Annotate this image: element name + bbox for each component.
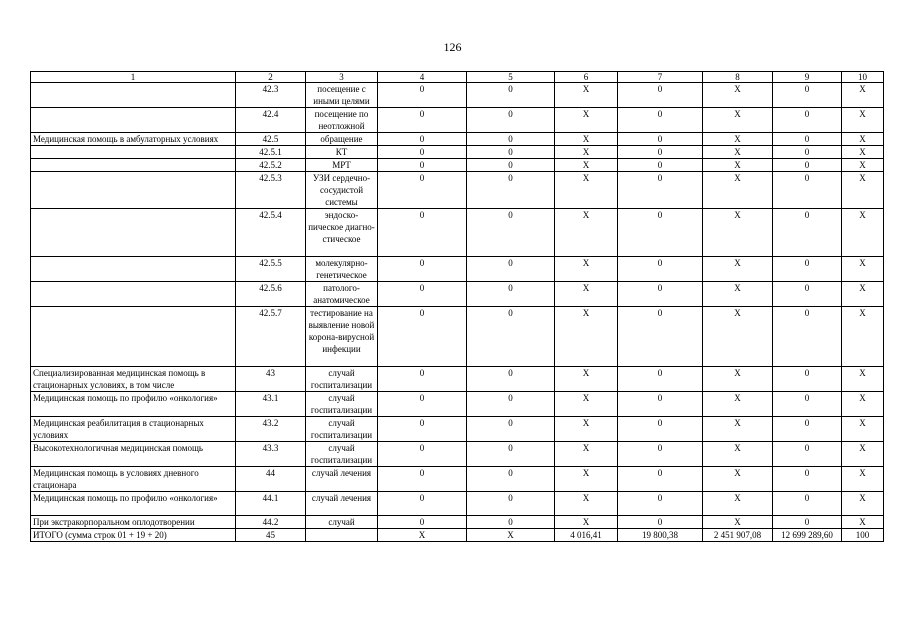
row-name-cell	[31, 282, 236, 307]
col9-cell: 0	[773, 257, 842, 282]
row-unit-cell: КТ	[306, 146, 378, 159]
col4-cell: 0	[378, 516, 467, 529]
col5-cell: 0	[467, 417, 555, 442]
table-row	[31, 257, 884, 282]
col9-cell: 12 699 289,60	[773, 529, 842, 542]
col6-cell: Х	[555, 282, 618, 307]
col5-cell: 0	[467, 392, 555, 417]
row-code-cell: 42.5.2	[236, 159, 306, 172]
header-row	[31, 72, 884, 83]
col10-cell: Х	[842, 492, 884, 516]
row-unit-cell: тестирование на выявление новой корона-вирусной инфекции	[306, 307, 378, 367]
row-code-cell: 42.5.4	[236, 209, 306, 257]
header-cell: 4	[378, 72, 467, 83]
row-code-cell: 42.5.6	[236, 282, 306, 307]
col7-cell: 0	[618, 257, 703, 282]
table-row	[31, 133, 884, 146]
row-name-cell	[31, 159, 236, 172]
col4-cell: 0	[378, 367, 467, 392]
col10-cell: Х	[842, 146, 884, 159]
col5-cell: 0	[467, 209, 555, 257]
header-cell: 7	[618, 72, 703, 83]
col4-cell: 0	[378, 417, 467, 442]
col4-cell: 0	[378, 108, 467, 133]
row-name-cell	[31, 172, 236, 209]
col6-cell: Х	[555, 108, 618, 133]
col6-cell: Х	[555, 367, 618, 392]
row-unit-cell: посещение по неотложной	[306, 108, 378, 133]
col5-cell: 0	[467, 282, 555, 307]
row-code-cell: 42.3	[236, 83, 306, 108]
col6-cell: Х	[555, 516, 618, 529]
col8-cell: Х	[703, 257, 773, 282]
row-code-cell: 43.3	[236, 442, 306, 467]
table-row	[31, 146, 884, 159]
col4-cell: 0	[378, 492, 467, 516]
col8-cell: Х	[703, 133, 773, 146]
header-cell: 9	[773, 72, 842, 83]
table-row	[31, 108, 884, 133]
table-row	[31, 516, 884, 529]
table-row	[31, 442, 884, 467]
row-unit-cell: случай лечения	[306, 492, 378, 516]
row-name-cell	[31, 209, 236, 257]
col10-cell: Х	[842, 172, 884, 209]
col4-cell: 0	[378, 172, 467, 209]
row-unit-cell: случай	[306, 516, 378, 529]
col7-cell: 0	[618, 417, 703, 442]
table-row	[31, 467, 884, 492]
row-unit-cell: молекулярно-генетическое	[306, 257, 378, 282]
col4-cell: 0	[378, 83, 467, 108]
col7-cell: 0	[618, 133, 703, 146]
col10-cell: Х	[842, 282, 884, 307]
col7-cell: 0	[618, 159, 703, 172]
col9-cell: 0	[773, 516, 842, 529]
col4-cell: 0	[378, 307, 467, 367]
row-name-cell	[31, 108, 236, 133]
col6-cell: Х	[555, 159, 618, 172]
row-code-cell: 43.2	[236, 417, 306, 442]
row-unit-cell: патолого-анатомическое	[306, 282, 378, 307]
table-row	[31, 492, 884, 516]
col5-cell: 0	[467, 307, 555, 367]
col5-cell: 0	[467, 133, 555, 146]
row-name-cell: Медицинская реабилитация в стационарных условиях	[31, 417, 236, 442]
row-name-cell: При экстракорпоральном оплодотворении	[31, 516, 236, 529]
col5-cell: 0	[467, 172, 555, 209]
col5-cell: 0	[467, 442, 555, 467]
col10-cell: Х	[842, 417, 884, 442]
row-unit-cell: случай госпитализации	[306, 417, 378, 442]
col8-cell: Х	[703, 367, 773, 392]
col9-cell: 0	[773, 467, 842, 492]
col10-cell: Х	[842, 209, 884, 257]
col10-cell: Х	[842, 257, 884, 282]
col7-cell: 0	[618, 209, 703, 257]
col4-cell: 0	[378, 467, 467, 492]
col7-cell: 0	[618, 492, 703, 516]
col4-cell: 0	[378, 146, 467, 159]
col8-cell: Х	[703, 146, 773, 159]
col5-cell: 0	[467, 467, 555, 492]
table-row	[31, 172, 884, 209]
col9-cell: 0	[773, 442, 842, 467]
col5-cell: 0	[467, 83, 555, 108]
col8-cell: Х	[703, 442, 773, 467]
row-code-cell: 44	[236, 467, 306, 492]
row-unit-cell: обращение	[306, 133, 378, 146]
col4-cell: Х	[378, 529, 467, 542]
table-row	[31, 417, 884, 442]
col5-cell: 0	[467, 108, 555, 133]
col5-cell: 0	[467, 492, 555, 516]
row-code-cell: 44.1	[236, 492, 306, 516]
row-name-cell	[31, 257, 236, 282]
row-name-cell	[31, 146, 236, 159]
col6-cell: Х	[555, 467, 618, 492]
col10-cell: Х	[842, 516, 884, 529]
col9-cell: 0	[773, 172, 842, 209]
col7-cell: 0	[618, 83, 703, 108]
col10-cell: Х	[842, 307, 884, 367]
col9-cell: 0	[773, 367, 842, 392]
row-code-cell: 43	[236, 367, 306, 392]
col5-cell: 0	[467, 516, 555, 529]
row-unit-cell: случай госпитализации	[306, 442, 378, 467]
col4-cell: 0	[378, 392, 467, 417]
table-row	[31, 392, 884, 417]
col8-cell: Х	[703, 392, 773, 417]
col4-cell: 0	[378, 442, 467, 467]
row-unit-cell: случай госпитализации	[306, 367, 378, 392]
col9-cell: 0	[773, 108, 842, 133]
data-table	[30, 71, 884, 542]
row-name-cell: ИТОГО (сумма строк 01 + 19 + 20)	[31, 529, 236, 542]
col10-cell: Х	[842, 442, 884, 467]
col6-cell: Х	[555, 172, 618, 209]
col6-cell: Х	[555, 442, 618, 467]
col10-cell: Х	[842, 367, 884, 392]
row-name-cell: Медицинская помощь в амбулаторных условиях	[31, 133, 236, 146]
col9-cell: 0	[773, 159, 842, 172]
col7-cell: 0	[618, 282, 703, 307]
col4-cell: 0	[378, 282, 467, 307]
col5-cell: 0	[467, 146, 555, 159]
row-unit-cell: случай лечения	[306, 467, 378, 492]
col6-cell: Х	[555, 417, 618, 442]
header-cell: 1	[31, 72, 236, 83]
col6-cell: Х	[555, 146, 618, 159]
col7-cell: 0	[618, 467, 703, 492]
row-code-cell: 42.4	[236, 108, 306, 133]
col8-cell: 2 451 907,08	[703, 529, 773, 542]
col9-cell: 0	[773, 492, 842, 516]
col8-cell: Х	[703, 83, 773, 108]
col9-cell: 0	[773, 209, 842, 257]
col8-cell: Х	[703, 209, 773, 257]
col10-cell: Х	[842, 108, 884, 133]
row-name-cell: Медицинская помощь по профилю «онкология»	[31, 392, 236, 417]
col8-cell: Х	[703, 516, 773, 529]
col10-cell: Х	[842, 392, 884, 417]
col7-cell: 0	[618, 516, 703, 529]
col7-cell: 0	[618, 172, 703, 209]
row-code-cell: 42.5.1	[236, 146, 306, 159]
header-cell: 5	[467, 72, 555, 83]
col6-cell: Х	[555, 492, 618, 516]
col8-cell: Х	[703, 108, 773, 133]
table-row	[31, 209, 884, 257]
row-name-cell: Специализированная медицинская помощь в стационарных условиях, в том числе	[31, 367, 236, 392]
table-row	[31, 159, 884, 172]
col7-cell: 0	[618, 146, 703, 159]
col10-cell: Х	[842, 133, 884, 146]
col6-cell: Х	[555, 307, 618, 367]
table-row	[31, 367, 884, 392]
col8-cell: Х	[703, 172, 773, 209]
col7-cell: 0	[618, 392, 703, 417]
col9-cell: 0	[773, 83, 842, 108]
col8-cell: Х	[703, 159, 773, 172]
col9-cell: 0	[773, 133, 842, 146]
col10-cell: 100	[842, 529, 884, 542]
col5-cell: Х	[467, 529, 555, 542]
col9-cell: 0	[773, 307, 842, 367]
row-code-cell: 42.5	[236, 133, 306, 146]
row-name-cell	[31, 83, 236, 108]
col7-cell: 0	[618, 307, 703, 367]
col8-cell: Х	[703, 492, 773, 516]
col6-cell: Х	[555, 209, 618, 257]
col4-cell: 0	[378, 257, 467, 282]
col8-cell: Х	[703, 307, 773, 367]
col8-cell: Х	[703, 282, 773, 307]
col8-cell: Х	[703, 467, 773, 492]
col10-cell: Х	[842, 159, 884, 172]
col4-cell: 0	[378, 209, 467, 257]
row-unit-cell: МРТ	[306, 159, 378, 172]
col9-cell: 0	[773, 417, 842, 442]
table-row	[31, 529, 884, 542]
col7-cell: 19 800,38	[618, 529, 703, 542]
col8-cell: Х	[703, 417, 773, 442]
col6-cell: Х	[555, 83, 618, 108]
col6-cell: 4 016,41	[555, 529, 618, 542]
table-row	[31, 282, 884, 307]
table-row	[31, 307, 884, 367]
row-code-cell: 42.5.7	[236, 307, 306, 367]
row-unit-cell: посещение с иными целями	[306, 83, 378, 108]
row-code-cell: 45	[236, 529, 306, 542]
header-cell: 2	[236, 72, 306, 83]
col6-cell: Х	[555, 257, 618, 282]
col5-cell: 0	[467, 159, 555, 172]
row-unit-cell	[306, 529, 378, 542]
header-cell: 10	[842, 72, 884, 83]
table-body	[31, 83, 884, 542]
col9-cell: 0	[773, 392, 842, 417]
col7-cell: 0	[618, 442, 703, 467]
col4-cell: 0	[378, 159, 467, 172]
col4-cell: 0	[378, 133, 467, 146]
table-row	[31, 83, 884, 108]
col10-cell: Х	[842, 83, 884, 108]
row-code-cell: 43.1	[236, 392, 306, 417]
row-name-cell: Медицинская помощь в условиях дневного стационара	[31, 467, 236, 492]
col6-cell: Х	[555, 133, 618, 146]
row-code-cell: 42.5.5	[236, 257, 306, 282]
row-name-cell: Высокотехнологичная медицинская помощь	[31, 442, 236, 467]
row-unit-cell: эндоско-пическое диагно-стическое	[306, 209, 378, 257]
header-cell: 6	[555, 72, 618, 83]
page-number: 126	[443, 40, 462, 54]
row-code-cell: 42.5.3	[236, 172, 306, 209]
col5-cell: 0	[467, 257, 555, 282]
row-name-cell: Медицинская помощь по профилю «онкология»	[31, 492, 236, 516]
row-unit-cell: УЗИ сердечно-сосудистой системы	[306, 172, 378, 209]
col7-cell: 0	[618, 108, 703, 133]
row-name-cell	[31, 307, 236, 367]
header-cell: 8	[703, 72, 773, 83]
col9-cell: 0	[773, 146, 842, 159]
header-cell: 3	[306, 72, 378, 83]
col5-cell: 0	[467, 367, 555, 392]
col6-cell: Х	[555, 392, 618, 417]
col7-cell: 0	[618, 367, 703, 392]
col9-cell: 0	[773, 282, 842, 307]
row-unit-cell: случай госпитализации	[306, 392, 378, 417]
row-code-cell: 44.2	[236, 516, 306, 529]
col10-cell: Х	[842, 467, 884, 492]
